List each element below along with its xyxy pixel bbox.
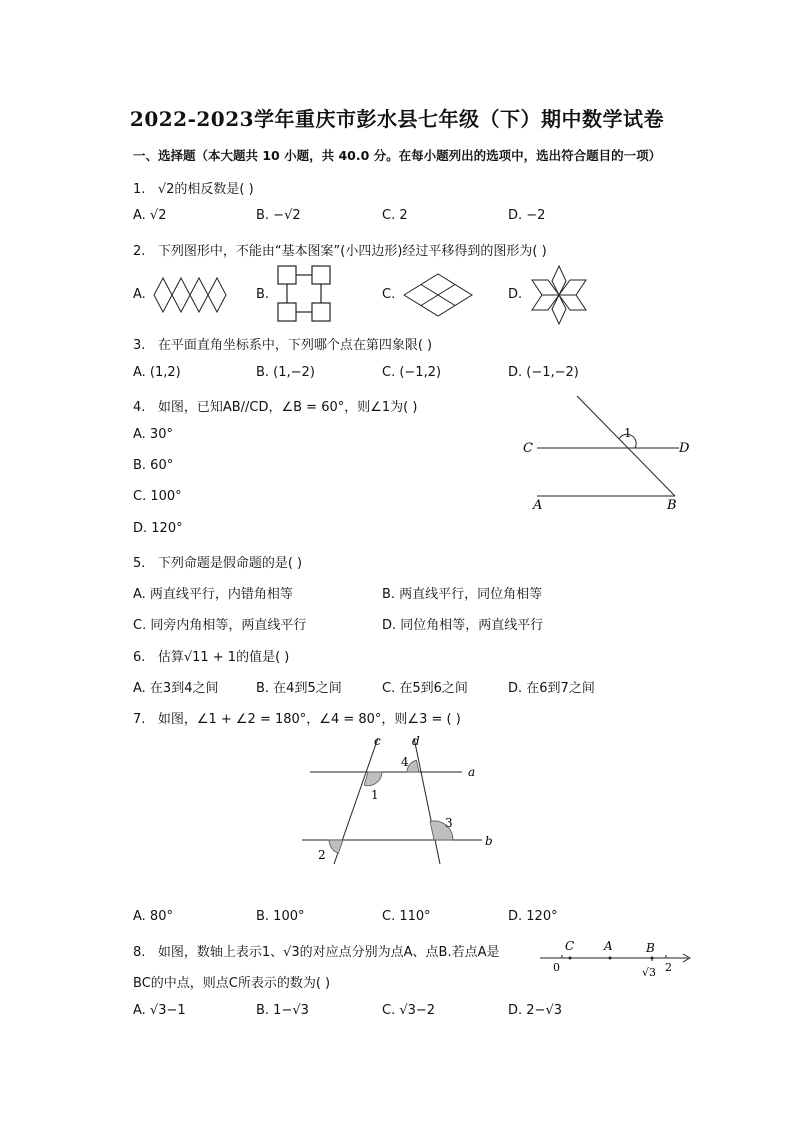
question-2 [133, 240, 547, 259]
option-b[interactable]: B. −√2 [256, 208, 301, 223]
option-c[interactable]: C. 2 [382, 208, 408, 223]
question-3 [133, 334, 432, 353]
option-d[interactable]: D. 在6到7之间 [508, 681, 595, 696]
figure-six-rhombus-star [528, 264, 590, 326]
question-stem: 下列图形中，不能由“基本图案”(小四边形)经过平移得到的图形为( ) [157, 244, 547, 259]
question-stem: 如图，∠1 + ∠2 = 180°，∠4 = 80°，则∠3 = ( ) [157, 712, 461, 727]
label-b: B [646, 941, 655, 955]
option-b[interactable]: B. 两直线平行，同位角相等 [382, 587, 543, 602]
question-stem: 在平面直角坐标系中，下列哪个点在第四象限( ) [157, 338, 433, 353]
figure-zigzag-rhombuses [152, 274, 232, 316]
question-5 [133, 552, 302, 571]
option-b[interactable]: B. 100° [256, 909, 305, 924]
figure-parallel-lines-q4 [515, 392, 705, 514]
question-number: 5. [133, 556, 146, 571]
option-b[interactable]: B. 1−√3 [256, 1003, 309, 1018]
label-b: b [485, 834, 493, 848]
option-d[interactable]: D. 2−√3 [508, 1003, 562, 1018]
question-stem: 下列命题是假命题的是( ) [157, 556, 303, 571]
transversal [577, 396, 675, 496]
option-b[interactable]: B. 在4到5之间 [256, 681, 342, 696]
label-angle-1: 1 [371, 788, 379, 802]
label-c: c [374, 734, 381, 748]
figure-rhombus-grid [402, 272, 476, 318]
question-number: 4. [133, 400, 146, 415]
label-b: B [667, 498, 677, 513]
question-4 [133, 396, 417, 415]
option-b[interactable]: B. 60° [133, 458, 174, 473]
label-d: d [412, 734, 420, 748]
label-two: 2 [665, 961, 672, 974]
angle-4-sector [407, 760, 419, 772]
question-stem-line1: 如图，数轴上表示1、√3的对应点分别为点A、点B.若点A是 [157, 945, 500, 960]
option-d[interactable]: D. (−1,−2) [508, 365, 579, 380]
option-a[interactable]: A. (1,2) [133, 365, 181, 380]
option-a[interactable]: A. 在3到4之间 [133, 681, 219, 696]
label-angle-2: 2 [318, 848, 326, 862]
label-zero: 0 [553, 961, 560, 974]
option-c[interactable]: C. 100° [133, 489, 182, 504]
label-a: a [468, 765, 476, 779]
point-c [569, 957, 572, 960]
option-c[interactable]: C. (−1,2) [382, 365, 442, 380]
option-a[interactable]: A. [133, 287, 146, 302]
option-d[interactable]: D. −2 [508, 208, 546, 223]
option-c[interactable]: C. 110° [382, 909, 431, 924]
label-c: C [565, 939, 575, 953]
question-1 [133, 178, 254, 197]
figure-parallel-lines-q7 [300, 728, 500, 868]
question-8 [133, 941, 499, 960]
question-7 [133, 708, 461, 727]
label-a: A [604, 939, 613, 953]
label-angle-4: 4 [401, 755, 409, 769]
option-c[interactable]: C. 同旁内角相等，两直线平行 [133, 618, 307, 633]
page-title: 2022-2023学年重庆市彭水县七年级（下）期中数学试卷 [129, 107, 665, 131]
question-number: 8. [133, 945, 146, 960]
option-a[interactable]: A. 两直线平行，内错角相等 [133, 587, 293, 602]
question-stem: 如图，已知AB//CD，∠B = 60°，则∠1为( ) [157, 400, 418, 415]
label-sqrt3: √3 [642, 966, 657, 979]
angle-2-sector [329, 840, 343, 853]
question-number: 2. [133, 244, 146, 259]
point-b [651, 957, 654, 960]
option-c[interactable]: C. √3−2 [382, 1003, 436, 1018]
point-a [609, 957, 612, 960]
question-number: 1. [133, 182, 146, 197]
question-number: 6. [133, 650, 146, 665]
figure-four-squares [272, 263, 338, 325]
option-d[interactable]: D. [508, 287, 523, 302]
question-number: 3. [133, 338, 146, 353]
line-d [414, 738, 440, 864]
question-number: 7. [133, 712, 146, 727]
question-stem: √2的相反数是( ) [157, 182, 254, 197]
label-d: D [679, 441, 690, 456]
option-a[interactable]: A. 80° [133, 909, 173, 924]
option-c[interactable]: C. 在5到6之间 [382, 681, 468, 696]
option-a[interactable]: A. √2 [133, 208, 167, 223]
label-angle-1: 1 [624, 426, 632, 440]
option-d[interactable]: D. 120° [133, 521, 183, 536]
label-angle-3: 3 [445, 816, 453, 830]
option-c[interactable]: C. [382, 287, 396, 302]
question-stem-line2: BC的中点，则点C所表示的数为( ) [133, 976, 331, 991]
angle-1-sector [364, 772, 382, 786]
option-d[interactable]: D. 120° [508, 909, 558, 924]
label-a: A [533, 498, 543, 513]
label-c: C [523, 441, 533, 456]
option-a[interactable]: A. √3−1 [133, 1003, 186, 1018]
question-6 [133, 646, 289, 665]
option-d[interactable]: D. 同位角相等，两直线平行 [382, 618, 544, 633]
section-heading: 一、选择题（本大题共 10 小题，共 40.0 分。在每小题列出的选项中，选出符合题目的一项） [133, 148, 662, 163]
option-b[interactable]: B. (1,−2) [256, 365, 315, 380]
figure-number-line [538, 936, 698, 982]
question-stem: 估算√11 + 1的值是( ) [157, 650, 290, 665]
option-b[interactable]: B. [256, 287, 270, 302]
option-a[interactable]: A. 30° [133, 427, 173, 442]
